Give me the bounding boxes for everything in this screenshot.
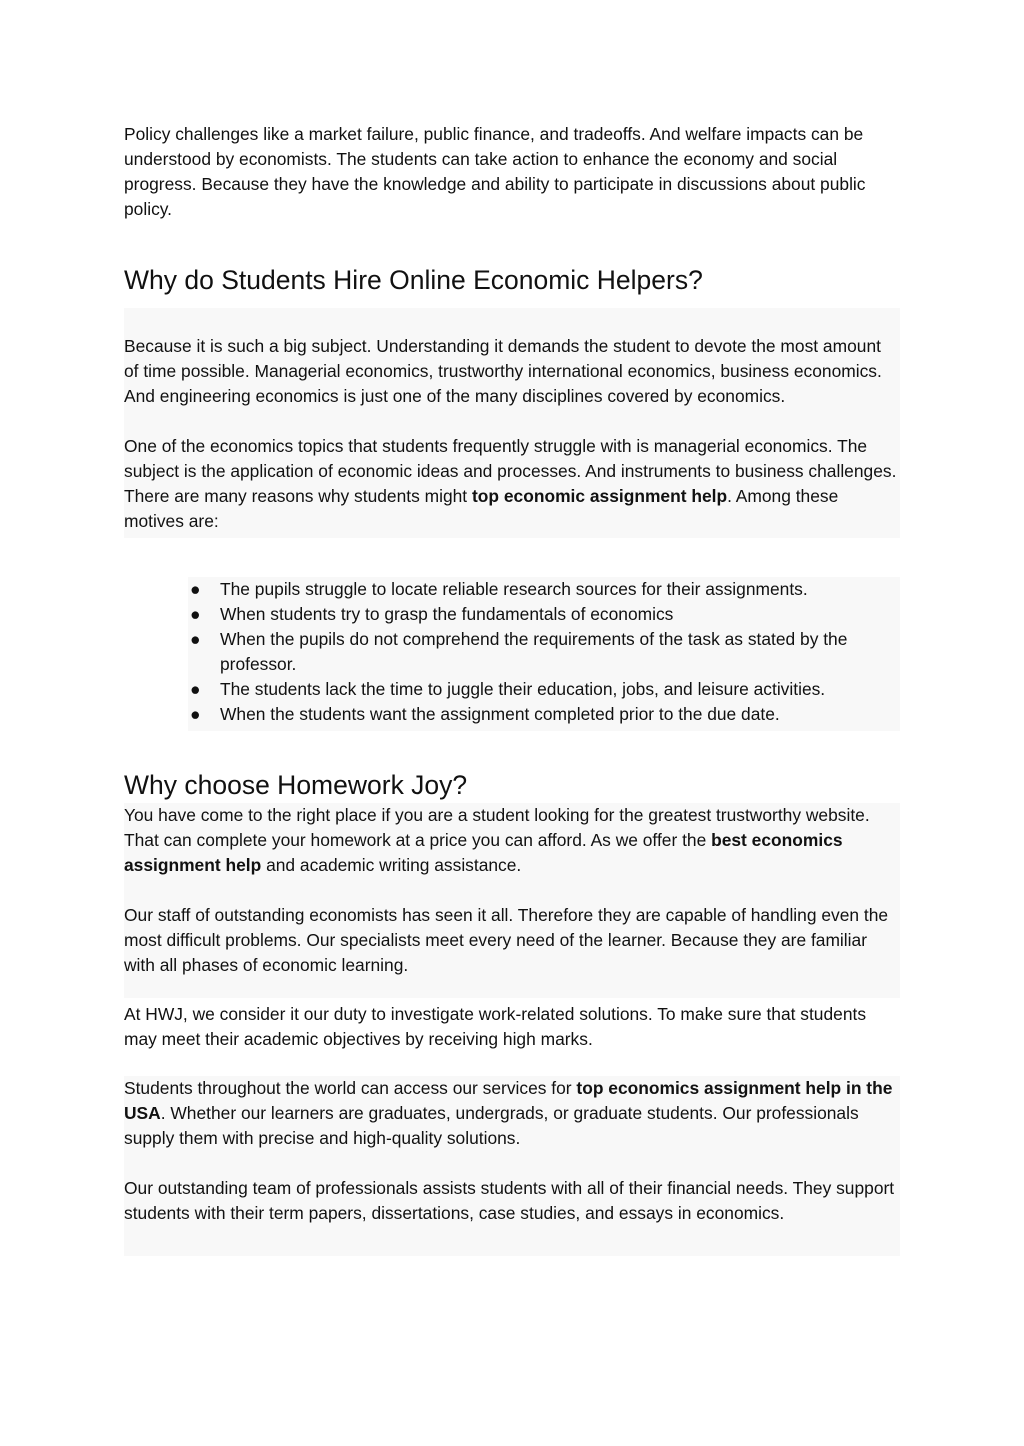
bullet-icon: ● bbox=[190, 704, 201, 724]
section1-p2-bold: top economic assignment help bbox=[471, 486, 728, 506]
section2-shaded-block-2 bbox=[124, 1076, 900, 1256]
list-item bbox=[124, 577, 900, 602]
document-page bbox=[124, 122, 900, 1256]
section2-p4-bold: top economics assignment help in the USA bbox=[124, 1078, 893, 1123]
section-heading-why-hire: Why do Students Hire Online Economic Helpers? bbox=[124, 265, 703, 295]
section2-paragraph-1 bbox=[124, 803, 900, 878]
section1-p2-text: One of the economics topics that students frequently struggle with is managerial economics. The subject is the application of economic ideas and processes. And instruments to business challenges. There are many reasons why students might bbox=[124, 436, 897, 506]
section2-p1-text: You have come to the right place if you are a student looking for the greatest trustworthy website. That can complete your homework at a price you can afford. As we offer the bbox=[124, 805, 870, 850]
bullet-icon: ● bbox=[190, 679, 201, 699]
section2-shaded-block-1 bbox=[124, 803, 900, 998]
section2-p1-tail: and academic writing assistance. bbox=[261, 855, 522, 875]
bullet-text: The students lack the time to juggle their education, jobs, and leisure activities. bbox=[220, 679, 826, 699]
section2-paragraph-3: At HWJ, we consider it our duty to investigate work-related solutions. To make sure that students may meet their academic objectives by receiving high marks. bbox=[124, 1004, 867, 1049]
section2-p4-tail: . Whether our learners are graduates, undergrads, or graduate students. Our professionals supply them with precise and high-quality solutions. bbox=[124, 1103, 859, 1148]
bullet-list-block bbox=[188, 577, 900, 731]
section2-p1-bold: best economics assignment help bbox=[124, 830, 843, 875]
bullet-text: The pupils struggle to locate reliable research sources for their assignments. bbox=[220, 579, 808, 599]
section2-paragraph-5: Our outstanding team of professionals assists students with all of their financial needs. They support students with their term papers, dissertations, case studies, and essays in economics. bbox=[124, 1178, 895, 1223]
reasons-bullet-list bbox=[124, 577, 900, 727]
list-item bbox=[124, 702, 900, 727]
bullet-icon: ● bbox=[190, 629, 201, 649]
list-item bbox=[124, 627, 900, 677]
bullet-icon: ● bbox=[190, 604, 201, 624]
section1-shaded-block bbox=[124, 308, 900, 538]
bullet-icon: ● bbox=[190, 579, 201, 599]
section2-p4-text: Students throughout the world can access our services for bbox=[124, 1078, 577, 1098]
section1-paragraph-2 bbox=[124, 434, 900, 534]
section1-p2-tail: . Among these motives are: bbox=[124, 486, 839, 531]
bullet-text: When the pupils do not comprehend the requirements of the task as stated by the professor. bbox=[220, 629, 848, 674]
section2-paragraph-4 bbox=[124, 1076, 900, 1151]
bullet-text: When the students want the assignment completed prior to the due date. bbox=[220, 704, 780, 724]
section1-paragraph-1: Because it is such a big subject. Understanding it demands the student to devote the most amount of time possible. Managerial economics, trustworthy international economics, business economics. And engineering economics is just one of the many disciplines covered by economics. bbox=[124, 336, 882, 406]
intro-paragraph: Policy challenges like a market failure, public finance, and tradeoffs. And welfare impacts can be understood by economists. The students can take action to enhance the economy and social progress. Because they have the knowledge and ability to participate in discussions about public policy. bbox=[124, 124, 866, 219]
list-item bbox=[124, 677, 900, 702]
list-item bbox=[124, 602, 900, 627]
bullet-text: When students try to grasp the fundamentals of economics bbox=[220, 604, 674, 624]
section2-paragraph-2: Our staff of outstanding economists has seen it all. Therefore they are capable of handling even the most difficult problems. Our specialists meet every need of the learner. Because they are familiar with all phases of economic learning. bbox=[124, 905, 889, 975]
section-heading-why-choose: Why choose Homework Joy? bbox=[124, 770, 468, 800]
